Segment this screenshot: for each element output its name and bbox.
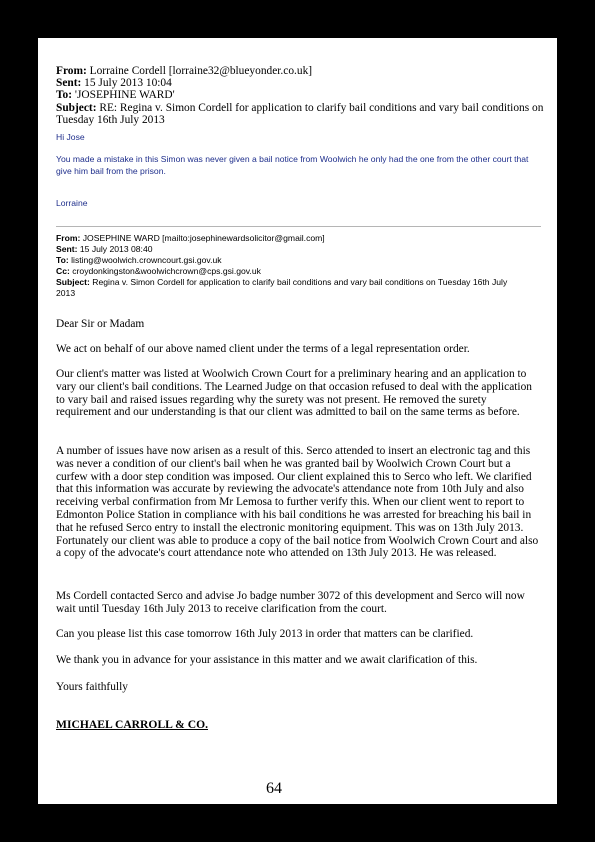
letter-paragraph-6: We thank you in advance for your assistance in this matter and we await clarification of this. [56,654,478,666]
reply-header [56,65,546,126]
original-to-line: To: listing@woolwich.crowncourt.gsi.gov.uk [56,255,222,265]
letter-paragraph-3: A number of issues have now arisen as a result of this. Serco attended to insert an electronic tag and this was never a condition of our client's bail when he was granted bail by Woolwich Crown Court but a curfew with a door step condition was imposed. Our client explained this to Serco who left. We clarified that this information was accurate by reviewing the advocate's attendance note from 10th July and also receiving verbal confirmation from Mr Lemosa to further verify this. When our client went to report to Edmonton Police Station in compliance with his bail conditions he was arrested for breaching his bail in that he refused Serco entry to install the electronic monitoring equipment. This was on 13th July 2013. Fortunately our client was able to produce a copy of the bail notice from Woolwich Crown Court and also a copy of the advocate's court attendance note who attended on 13th July 2013. He was released. [56,445,539,560]
original-from-line: From: JOSEPHINE WARD [mailto:josephinewardsolicitor@gmail.com] [56,233,325,243]
reply-sent-line: Sent: 15 July 2013 10:04 [56,77,172,90]
letter-paragraph-1: We act on behalf of our above named client under the terms of a legal representation order. [56,343,470,355]
letter-paragraph-2: Our client's matter was listed at Woolwich Crown Court for a preliminary hearing and an application to vary our client's bail conditions. The Learned Judge on that occasion refused to deal with the application to vary bail and raised issues regarding why the surety was not present. He removed the surety requirement and our understanding is that our client was admitted to bail on the same terms as before. [56,368,532,419]
page-number: 64 [266,780,282,797]
reply-body: You made a mistake in this Simon was never given a bail notice from Woolwich he only had the one from the other court that give him bail from the prison. [56,154,529,176]
original-cc-line: Cc: croydonkingston&woolwichcrown@cps.gsi.gov.uk [56,266,261,276]
original-header [56,233,526,299]
reply-from-value: Lorraine Cordell [lorraine32@blueyonder.co.uk] [89,65,313,77]
original-subject-line: Subject: Regina v. Simon Cordell for application to clarify bail conditions and vary bail conditions on Tuesday 16th July 2013 [56,277,508,298]
letter-paragraph-5: Can you please list this case tomorrow 16th July 2013 in order that matters can be clarified. [56,628,474,640]
letter-salutation: Dear Sir or Madam [56,318,145,330]
original-cc-value: croydonkingston&woolwichcrown@cps.gsi.gov.uk [72,266,261,276]
original-sent-line: Sent: 15 July 2013 08:40 [56,244,153,254]
reply-signature: Lorraine [56,198,88,208]
original-to-value: listing@woolwich.crowncourt.gsi.gov.uk [71,255,222,265]
original-subject-value: Regina v. Simon Cordell for application to clarify bail conditions and vary bail conditions on Tuesday 16th July 2013 [56,277,508,298]
reply-to-line: To: 'JOSEPHINE WARD' [56,89,175,102]
reply-sent-value: 15 July 2013 10:04 [84,77,172,90]
firm-name: MICHAEL CARROLL & CO. [56,718,209,731]
reply-to-value: 'JOSEPHINE WARD' [74,89,175,102]
letter-paragraph-4: Ms Cordell contacted Serco and advise Jo badge number 3072 of this development and Serco will now wait until Tuesday 16th July 2013 to receive clarification from the court. [56,590,525,615]
separator-line [56,226,541,227]
document-page [38,38,557,804]
reply-subject-line: Subject: RE: Regina v. Simon Cordell for application to clarify bail conditions and vary bail conditions on Tuesday 16th July 2013 [56,101,544,126]
original-sent-value: 15 July 2013 08:40 [79,244,153,254]
reply-greeting: Hi Jose [56,132,85,142]
reply-from-line: From: Lorraine Cordell [lorraine32@blueyonder.co.uk] [56,65,313,77]
reply-subject-value: RE: Regina v. Simon Cordell for application to clarify bail conditions and vary bail conditions on Tuesday 16th July 2013 [56,101,544,126]
letter-closing: Yours faithfully [56,681,128,693]
original-from-value: JOSEPHINE WARD [mailto:josephinewardsolicitor@gmail.com] [82,233,325,243]
